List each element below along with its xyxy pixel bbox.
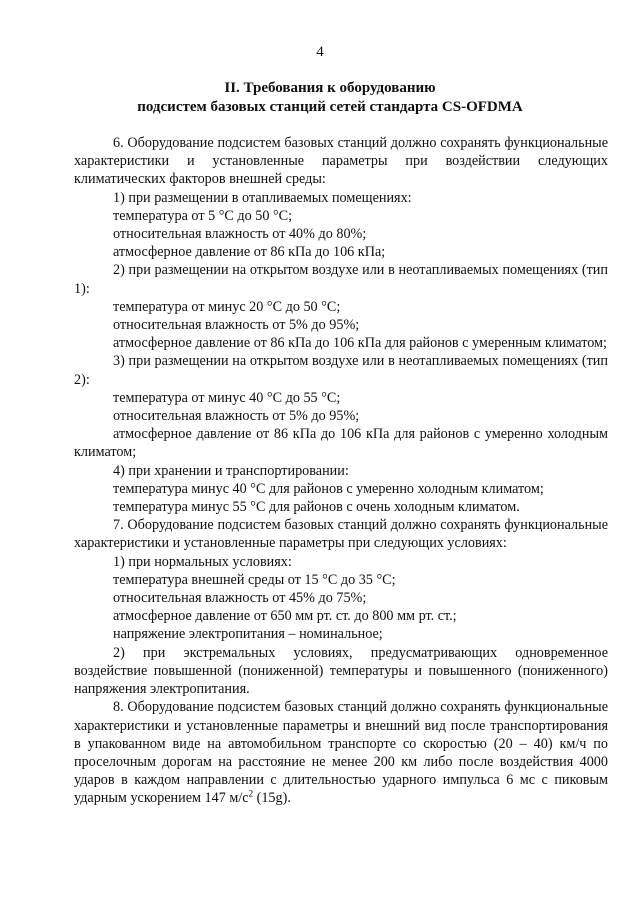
superscript-two: 2	[248, 788, 254, 799]
paragraph-8	[74, 698, 608, 807]
paragraph-6-item-1-pressure: атмосферное давление от 86 кПа до 106 кПа;	[113, 244, 386, 261]
paragraph-8-tail: (15g).	[253, 790, 291, 807]
paragraph-6-item-3: 3) при размещении на открытом воздухе или в неотапливаемых помещениях (тип 2):	[74, 353, 608, 388]
paragraph-7-item-1: 1) при нормальных условиях:	[113, 553, 292, 570]
document-body	[74, 134, 608, 808]
heading-line-2: подсистем базовых станций сетей стандарта CS-OFDMA	[137, 99, 523, 115]
paragraph-6-item-4: 4) при хранении и транспортировании:	[113, 462, 349, 479]
paragraph-7-item-1-humidity: относительная влажность от 45% до 75%;	[113, 590, 367, 607]
paragraph-6-item-2: 2) при размещении на открытом воздухе или в неотапливаемых помещениях (тип 1):	[74, 262, 608, 297]
paragraph-6-item-3-temperature: температура от минус 40 °C до 55 °C;	[113, 389, 341, 406]
paragraph-6-item-1: 1) при размещении в отапливаемых помещениях:	[113, 189, 412, 206]
paragraph-6-intro: 6. Оборудование подсистем базовых станций должно сохранять функциональные характеристики и установленные параметры при воздействии следующих климатических факторов внешней среды:	[74, 135, 608, 188]
paragraph-6-item-1-humidity: относительная влажность от 40% до 80%;	[113, 226, 367, 243]
paragraph-7-item-2: 2) при экстремальных условиях, предусматривающих одновременное воздействие повышенной (пониженной) температуры и повышенного (пониженного) напряжения электропитания.	[74, 644, 608, 698]
paragraph-6-item-2-pressure: атмосферное давление от 86 кПа до 106 кПа для районов с умеренным климатом;	[113, 335, 607, 352]
page-number: 4	[316, 44, 324, 60]
section-heading	[60, 79, 600, 117]
paragraph-7-item-1-voltage: напряжение электропитания – номинальное;	[113, 626, 383, 643]
paragraph-6-item-2-humidity: относительная влажность от 5% до 95%;	[113, 317, 360, 334]
paragraph-6-item-4-temperature-very-cold: температура минус 55 °C для районов с очень холодным климатом.	[113, 499, 520, 516]
paragraph-6-item-2-temperature: температура от минус 20 °C до 50 °C;	[113, 298, 341, 315]
paragraph-7-intro: 7. Оборудование подсистем базовых станций должно сохранять функциональные характеристики и установленные параметры при следующих условиях:	[74, 517, 608, 552]
paragraph-7-item-1-temperature: температура внешней среды от 15 °C до 35 °C;	[113, 571, 396, 588]
paragraph-7-item-1-pressure: атмосферное давление от 650 мм рт. ст. до 800 мм рт. ст.;	[113, 608, 457, 625]
paragraph-6-item-4-temperature-cold: температура минус 40 °C для районов с умеренно холодным климатом;	[113, 480, 544, 497]
paragraph-6-item-3-pressure: атмосферное давление от 86 кПа до 106 кПа для районов с умеренно холодным климатом;	[74, 426, 608, 461]
paragraph-8-text: 8. Оборудование подсистем базовых станций должно сохранять функциональные характеристики и установленные параметры и внешний вид после транспортирования в упакованном виде на автомобильном транспорте со скоростью (20 – 40) км/ч по проселочным дорогам на расстояние не менее 200 км либо после воздействия 4000 ударов в каждом направлении с длительностью ударного импульса 6 мс с пиковым ударным ускорением 147 м/с	[74, 699, 608, 807]
heading-line-1: II. Требования к оборудованию	[224, 80, 436, 96]
paragraph-6-item-1-temperature: температура от 5 °C до 50 °C;	[113, 207, 293, 224]
paragraph-6-item-3-humidity: относительная влажность от 5% до 95%;	[113, 408, 360, 425]
